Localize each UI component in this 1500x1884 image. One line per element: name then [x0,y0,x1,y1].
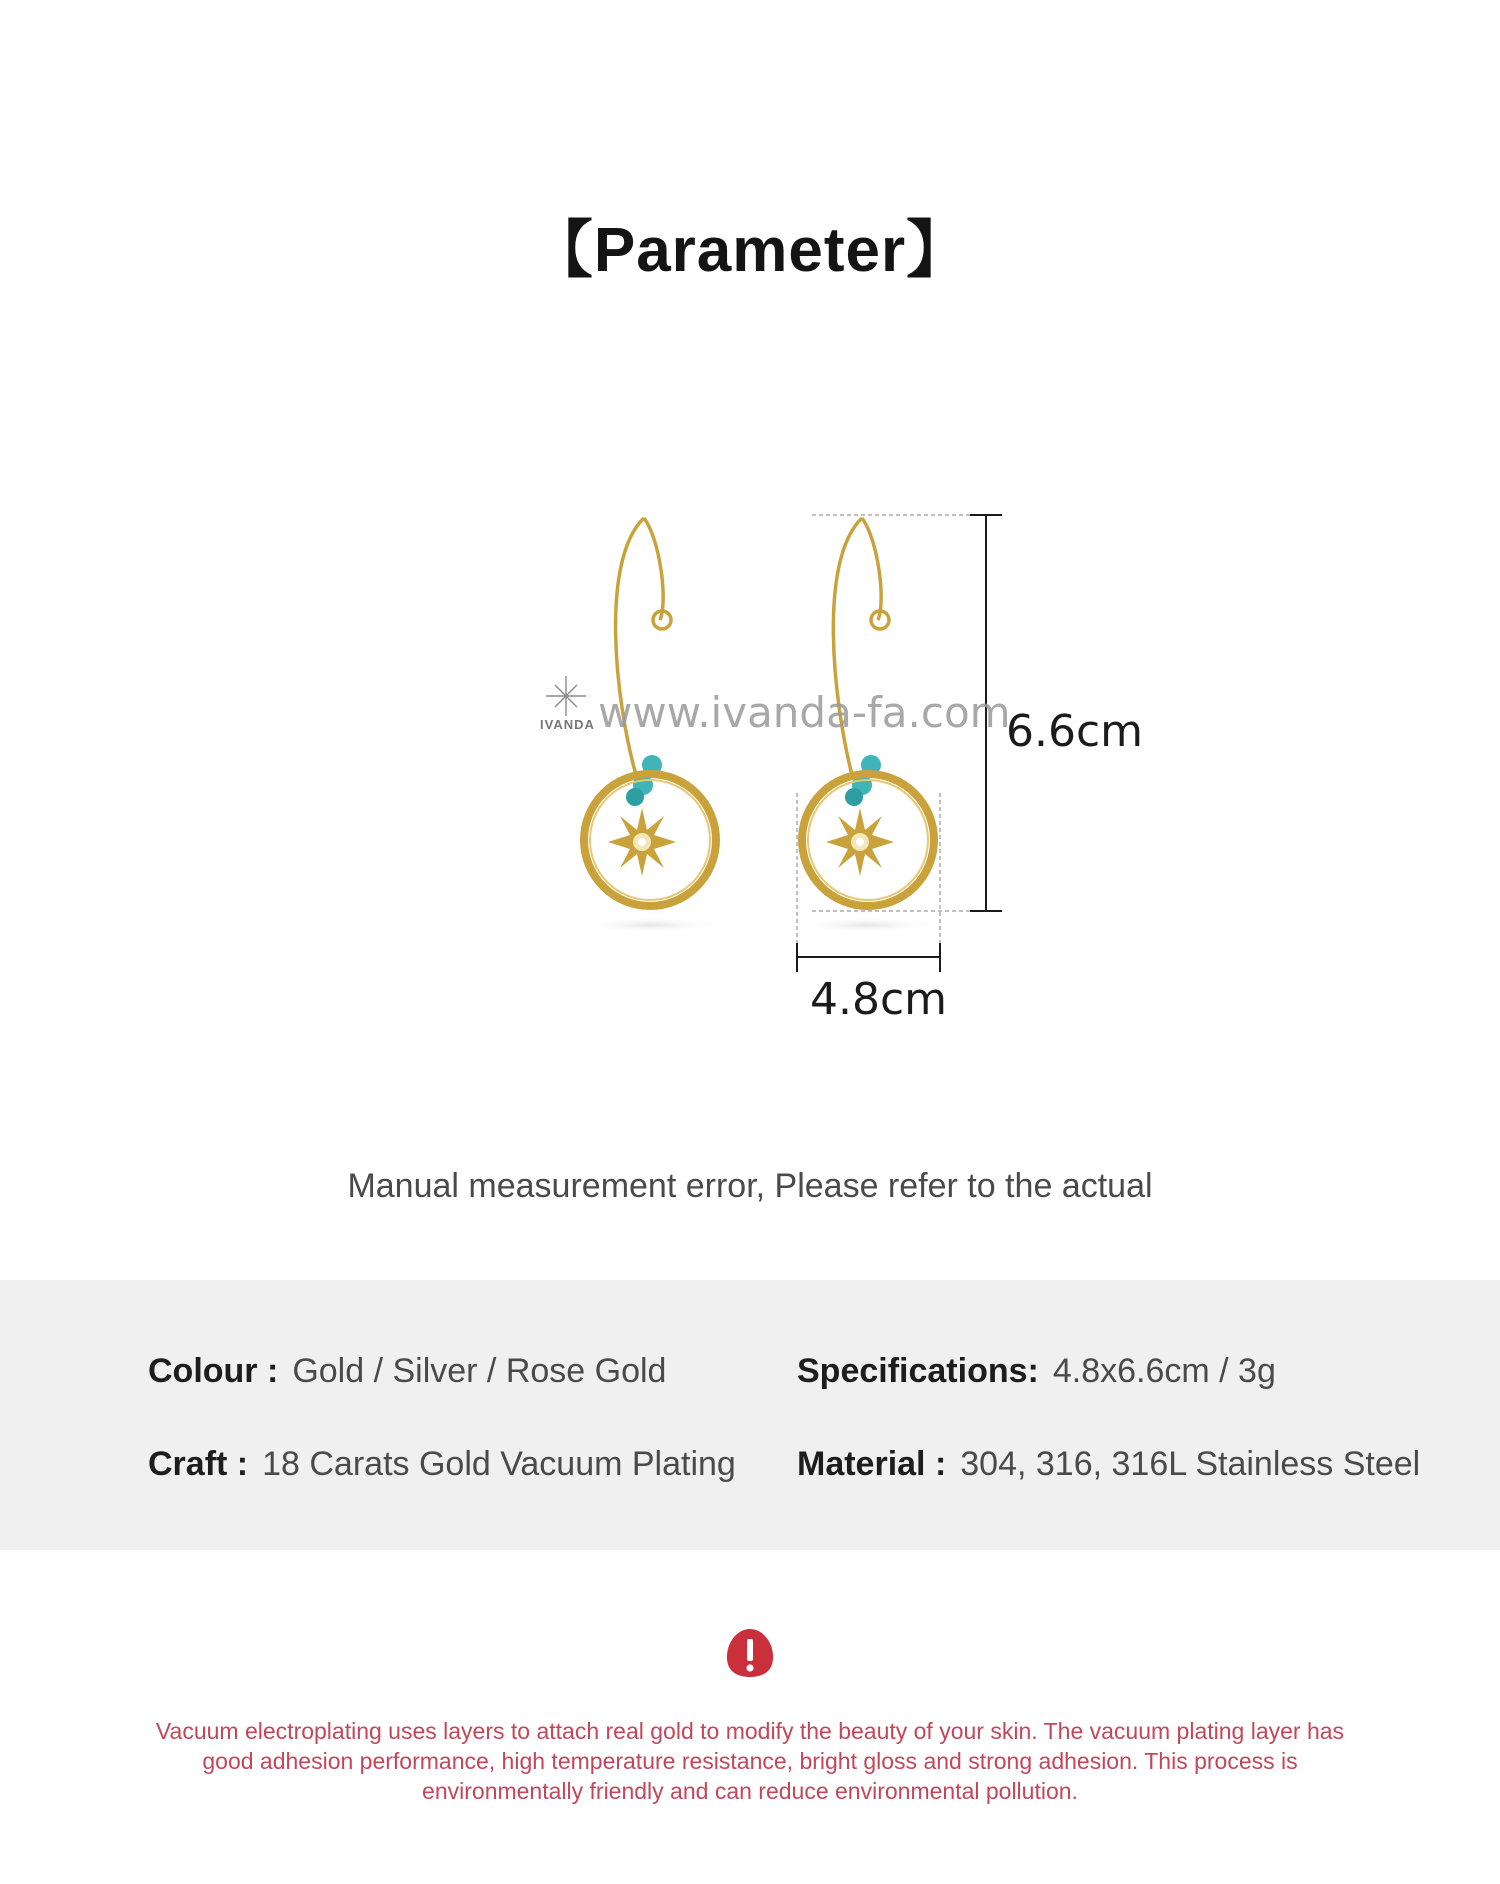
plating-warning-text: Vacuum electroplating uses layers to attach real gold to modify the beauty of your skin. The vacuum plating layer has good adhesion performance, high temperature resistance, bright gloss and strong adhesion. This process is environmentally friendly and can reduce environmental pollution. [155,1718,1345,1804]
spec-colour-label: Colour : [148,1352,279,1390]
spec-specifications-value: 4.8x6.6cm / 3g [1052,1352,1276,1390]
spec-craft [148,1445,736,1484]
spec-colour [148,1352,666,1391]
spec-craft-label: Craft : [148,1445,249,1483]
watermark-url: www.ivanda-fa.com [598,688,1011,737]
spec-material [797,1445,1420,1484]
spec-specifications-label: Specifications: [797,1352,1039,1390]
measurement-note: Manual measurement error, Please refer to the actual [347,1167,1153,1205]
spec-material-value: 304, 316, 316L Stainless Steel [960,1445,1421,1483]
watermark-brand: IVANDA [540,717,595,732]
spec-specifications [797,1352,1276,1391]
height-dimension-label: 6.6cm [1006,706,1144,757]
specification-panel [0,1280,1500,1550]
spec-material-label: Material : [797,1445,947,1483]
exclamation-warning-icon [725,1627,775,1679]
brand-star-icon [546,676,586,716]
page-title: 【Parameter】 [530,216,970,285]
sun-charm-icon [608,808,676,876]
dimension-lines [797,515,1002,972]
spec-craft-value: 18 Carats Gold Vacuum Plating [262,1445,736,1483]
width-dimension-label: 4.8cm [810,974,948,1025]
spec-colour-value: Gold / Silver / Rose Gold [292,1352,667,1390]
